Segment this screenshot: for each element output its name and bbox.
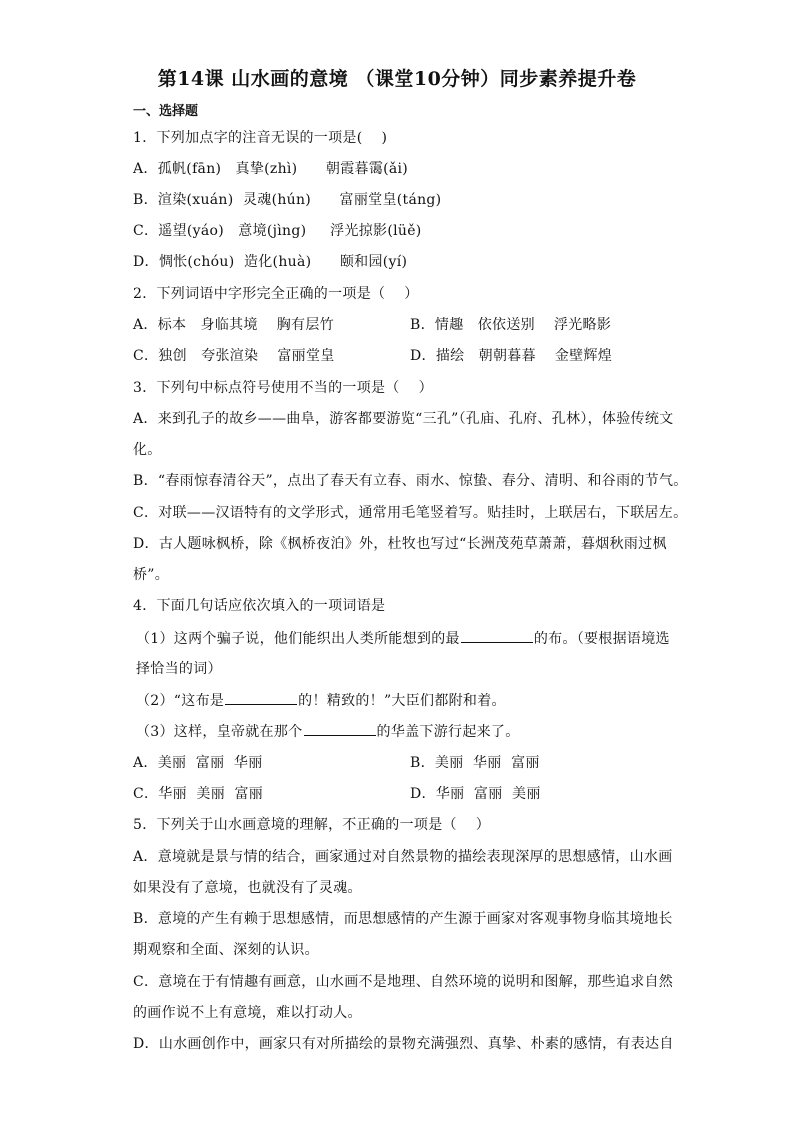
q4-sentence-3 — [136, 721, 520, 742]
q3-option-a-line1: A．来到孔子的故乡——曲阜，游客都要游览“三孔”（孔庙、孔府、孔林），体验传统文 — [133, 411, 674, 427]
q3-option-a-line2: 化。 — [133, 442, 162, 458]
q2-option-a: A．标本 身临其境 胸有层竹 — [133, 317, 334, 333]
fill-blank-3 — [304, 721, 376, 736]
q3-option-d-line1: D．古人题咏枫桥，除《枫桥夜泊》外，杜牧也写过“长洲茂苑草萧萧，暮烟秋雨过枫 — [133, 536, 667, 552]
q5-option-c-line1: C．意境在于有情趣有画意，山水画不是地理、自然环境的说明和图解，那些追求自然 — [133, 974, 674, 990]
section-heading: 一、选择题 — [133, 104, 199, 119]
q4-option-a: A．美丽 富丽 华丽 — [133, 755, 263, 771]
question-2: 2．下列词语中字形完全正确的一项是（ ） — [133, 286, 419, 302]
q1-option-d: D．惆怅(chóu) 造化(huà) 颐和园(yí) — [133, 254, 408, 270]
q2-option-d: D．描绘 朝朝暮暮 金壁辉煌 — [410, 348, 613, 364]
q4-sentence-1-end: 的布。（要根据语境选 — [533, 631, 670, 647]
q1-option-a: A．孤帆(fān) 真挚(zhì) 朝霞暮霭(ǎi) — [133, 161, 409, 177]
q4-sentence-2 — [136, 690, 506, 711]
fill-blank-1 — [461, 628, 533, 643]
q4-sentence-1-start: （1）这两个骗子说，他们能织出人类所能想到的最 — [136, 631, 460, 647]
question-5: 5．下列关于山水画意境的理解，不正确的一项是（ ） — [133, 817, 491, 833]
q5-option-d-line1: D．山水画创作中，画家只有对所描绘的景物充满强烈、真挚、朴素的感情，有表达自 — [133, 1036, 674, 1052]
fill-blank-2 — [225, 690, 297, 705]
q4-sentence-3-end: 的华盖下游行起来了。 — [376, 724, 520, 740]
q5-option-b-line1: B．意境的产生有赖于思想感情，而思想感情的产生源于画家对客观事物身临其境地长 — [133, 911, 673, 927]
q5-option-b-line2: 期观察和全面、深刻的认识。 — [133, 942, 319, 958]
q2-option-c: C．独创 夸张渲染 富丽堂皇 — [133, 348, 335, 364]
question-3: 3．下列句中标点符号使用不当的一项是（ ） — [133, 380, 433, 396]
q5-option-a-line1: A．意境就是景与情的结合，画家通过对自然景物的描绘表现深厚的思想感情，山水画 — [133, 849, 673, 865]
q1-option-c: C．遥望(yáo) 意境(jìng) 浮光掠影(lüě) — [133, 223, 422, 239]
q4-sentence-3-start: （3）这样，皇帝就在那个 — [136, 724, 303, 740]
q5-option-a-line2: 如果没有了意境，也就没有了灵魂。 — [133, 880, 362, 896]
page-title: 第14课 山水画的意境 （课堂10分钟）同步素养提升卷 — [157, 68, 637, 90]
q3-option-b: B．“春雨惊春清谷天”，点出了春天有立春、雨水、惊蛰、春分、清明、和谷雨的节气。 — [133, 473, 688, 489]
q5-option-c-line2: 的画作说不上有意境，难以打动人。 — [133, 1005, 362, 1021]
question-1: 1．下列加点字的注音无误的一项是( ) — [133, 130, 388, 146]
q4-option-b: B．美丽 华丽 富丽 — [410, 755, 540, 771]
question-4: 4．下面几句话应依次填入的一项词语是 — [133, 598, 386, 614]
q1-option-b: B．渲染(xuán) 灵魂(hún) 富丽堂皇(táng) — [133, 192, 442, 208]
q3-option-d-line2: 桥”。 — [133, 567, 170, 583]
q2-option-b: B．情趣 依依送别 浮光略影 — [410, 317, 612, 333]
q4-sentence-1-cont: 择恰当的词） — [136, 661, 222, 677]
q3-option-c: C．对联——汉语特有的文学形式，通常用毛笔竖着写。贴挂时，上联居右，下联居左。 — [133, 505, 688, 521]
q4-sentence-2-start: （2）“这布是 — [136, 693, 225, 709]
q4-option-c: C．华丽 美丽 富丽 — [133, 786, 264, 802]
q4-option-d: D．华丽 富丽 美丽 — [410, 786, 541, 802]
q4-sentence-2-end: 的！精致的！”大臣们都附和着。 — [298, 693, 506, 709]
q4-sentence-1 — [136, 628, 670, 649]
